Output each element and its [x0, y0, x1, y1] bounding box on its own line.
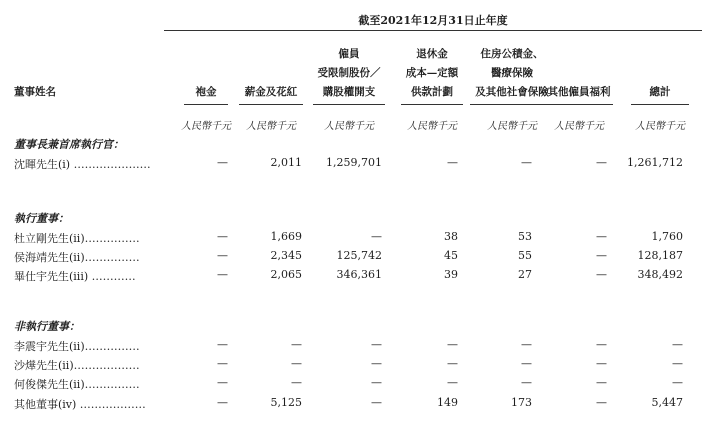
table-cell: — — [447, 357, 458, 371]
table-cell: — — [596, 395, 607, 409]
table-cell: — — [596, 230, 607, 243]
table-cell: 38 — [444, 230, 458, 243]
table-cell: 5,447 — [651, 395, 683, 409]
table-cell: — — [217, 268, 228, 282]
table-cell: — — [596, 249, 607, 263]
table-cell: — — [596, 156, 607, 169]
table-cell: 39 — [444, 268, 458, 282]
table-cell: — — [217, 156, 228, 169]
table-cell: — — [217, 249, 228, 263]
table-cell: — — [447, 376, 458, 390]
table-cell: — — [291, 357, 302, 371]
table-cell: — — [291, 338, 302, 351]
table-cell: — — [596, 376, 607, 390]
table-cell: — — [217, 357, 228, 371]
unit-label: 人民幣千元 — [554, 121, 604, 132]
table-cell: 1,669 — [270, 230, 302, 243]
period-title: 截至2021年12月31日止年度 — [358, 14, 508, 27]
table-cell: — — [596, 338, 607, 351]
director-name: 沈暉先生(i) ………………… — [14, 158, 151, 171]
table-cell: — — [672, 376, 683, 390]
table-cell: 55 — [518, 249, 532, 263]
table-cell: 125,742 — [336, 249, 382, 263]
column-header-line: 退休金 — [416, 48, 448, 60]
director-name: 侯海靖先生(ii)…………… — [14, 251, 140, 265]
table-cell: — — [371, 395, 382, 409]
column-header-line: 成本—定額 — [405, 67, 459, 79]
column-header-6 — [535, 83, 623, 102]
table-cell: — — [291, 376, 302, 390]
unit-label: 人民幣千元 — [635, 121, 685, 132]
unit-label: 人民幣千元 — [324, 121, 374, 132]
section-title: 執行董事： — [14, 212, 69, 225]
table-cell: 348,492 — [637, 268, 683, 282]
director-name: 畢仕宇先生(iii) ………… — [14, 270, 136, 284]
unit-label: 人民幣千元 — [181, 121, 231, 132]
director-name: 李震宇先生(ii)…………… — [14, 340, 140, 353]
table-cell: 1,261,712 — [627, 156, 683, 169]
table-cell: 2,345 — [270, 249, 302, 263]
column-header-line: 僱員 — [338, 48, 360, 60]
column-header-line: 及其他社會保險 — [475, 86, 549, 98]
director-name-header: 董事姓名 — [14, 86, 56, 98]
director-name: 沙燁先生(ii)……………… — [14, 359, 140, 373]
table-cell: 346,361 — [336, 268, 382, 282]
table-cell: — — [371, 338, 382, 351]
unit-label: 人民幣千元 — [407, 121, 457, 132]
table-cell: — — [371, 357, 382, 371]
table-cell: — — [521, 357, 532, 371]
director-name: 何俊傑先生(ii)…………… — [14, 378, 140, 392]
director-name: 其他董事(iv) ……………… — [14, 397, 146, 411]
director-name: 杜立剛先生(ii)…………… — [14, 232, 140, 245]
table-cell: 27 — [518, 268, 532, 282]
table-cell: — — [521, 338, 532, 351]
table-cell: 173 — [511, 395, 532, 409]
column-header-2 — [229, 83, 313, 102]
column-header-3 — [303, 45, 395, 102]
column-header-rule — [470, 104, 554, 105]
column-header-line: 其他僱員福利 — [547, 86, 611, 98]
table-cell: 128,187 — [637, 249, 683, 263]
table-cell: — — [672, 357, 683, 371]
table-cell: — — [447, 338, 458, 351]
table-cell: — — [596, 357, 607, 371]
table-cell: — — [521, 376, 532, 390]
column-header-line: 購股權開支 — [322, 86, 376, 98]
table-cell: — — [371, 230, 382, 243]
table-cell: — — [672, 338, 683, 351]
unit-label: 人民幣千元 — [246, 121, 296, 132]
table-cell: — — [447, 156, 458, 169]
column-header-rule — [313, 104, 385, 105]
table-cell: 45 — [444, 249, 458, 263]
column-header-line: 醫療保險 — [491, 67, 533, 79]
table-cell: — — [521, 156, 532, 169]
column-header-rule — [545, 104, 613, 105]
table-cell: — — [217, 395, 228, 409]
unit-label: 人民幣千元 — [487, 121, 537, 132]
table-cell: — — [217, 376, 228, 390]
column-header-rule — [239, 104, 303, 105]
table-cell: 53 — [518, 230, 532, 243]
column-header-line: 薪金及花紅 — [244, 86, 298, 98]
table-cell: 1,259,701 — [326, 156, 382, 169]
table-cell: 1,760 — [651, 230, 683, 243]
table-cell: — — [371, 376, 382, 390]
column-header-rule — [184, 104, 228, 105]
column-header-line: 總計 — [649, 86, 671, 98]
section-title: 董事長兼首席執行官： — [14, 138, 124, 151]
column-header-line: 住房公積金、 — [480, 48, 544, 60]
column-header-rule — [401, 104, 463, 105]
table-cell: — — [217, 338, 228, 351]
column-header-line: 受限制股份／ — [317, 67, 381, 79]
table-cell: 5,125 — [270, 395, 302, 409]
column-header-rule — [631, 104, 689, 105]
column-header-7 — [621, 83, 699, 102]
period-rule — [164, 30, 702, 31]
table-cell: 149 — [437, 395, 458, 409]
section-title: 非執行董事： — [14, 320, 80, 333]
table-cell: 2,065 — [270, 268, 302, 282]
table-cell: — — [596, 268, 607, 282]
column-header-line: 袍金 — [195, 86, 217, 98]
column-header-line: 供款計劃 — [411, 86, 453, 98]
table-cell: — — [217, 230, 228, 243]
table-cell: 2,011 — [270, 156, 302, 169]
